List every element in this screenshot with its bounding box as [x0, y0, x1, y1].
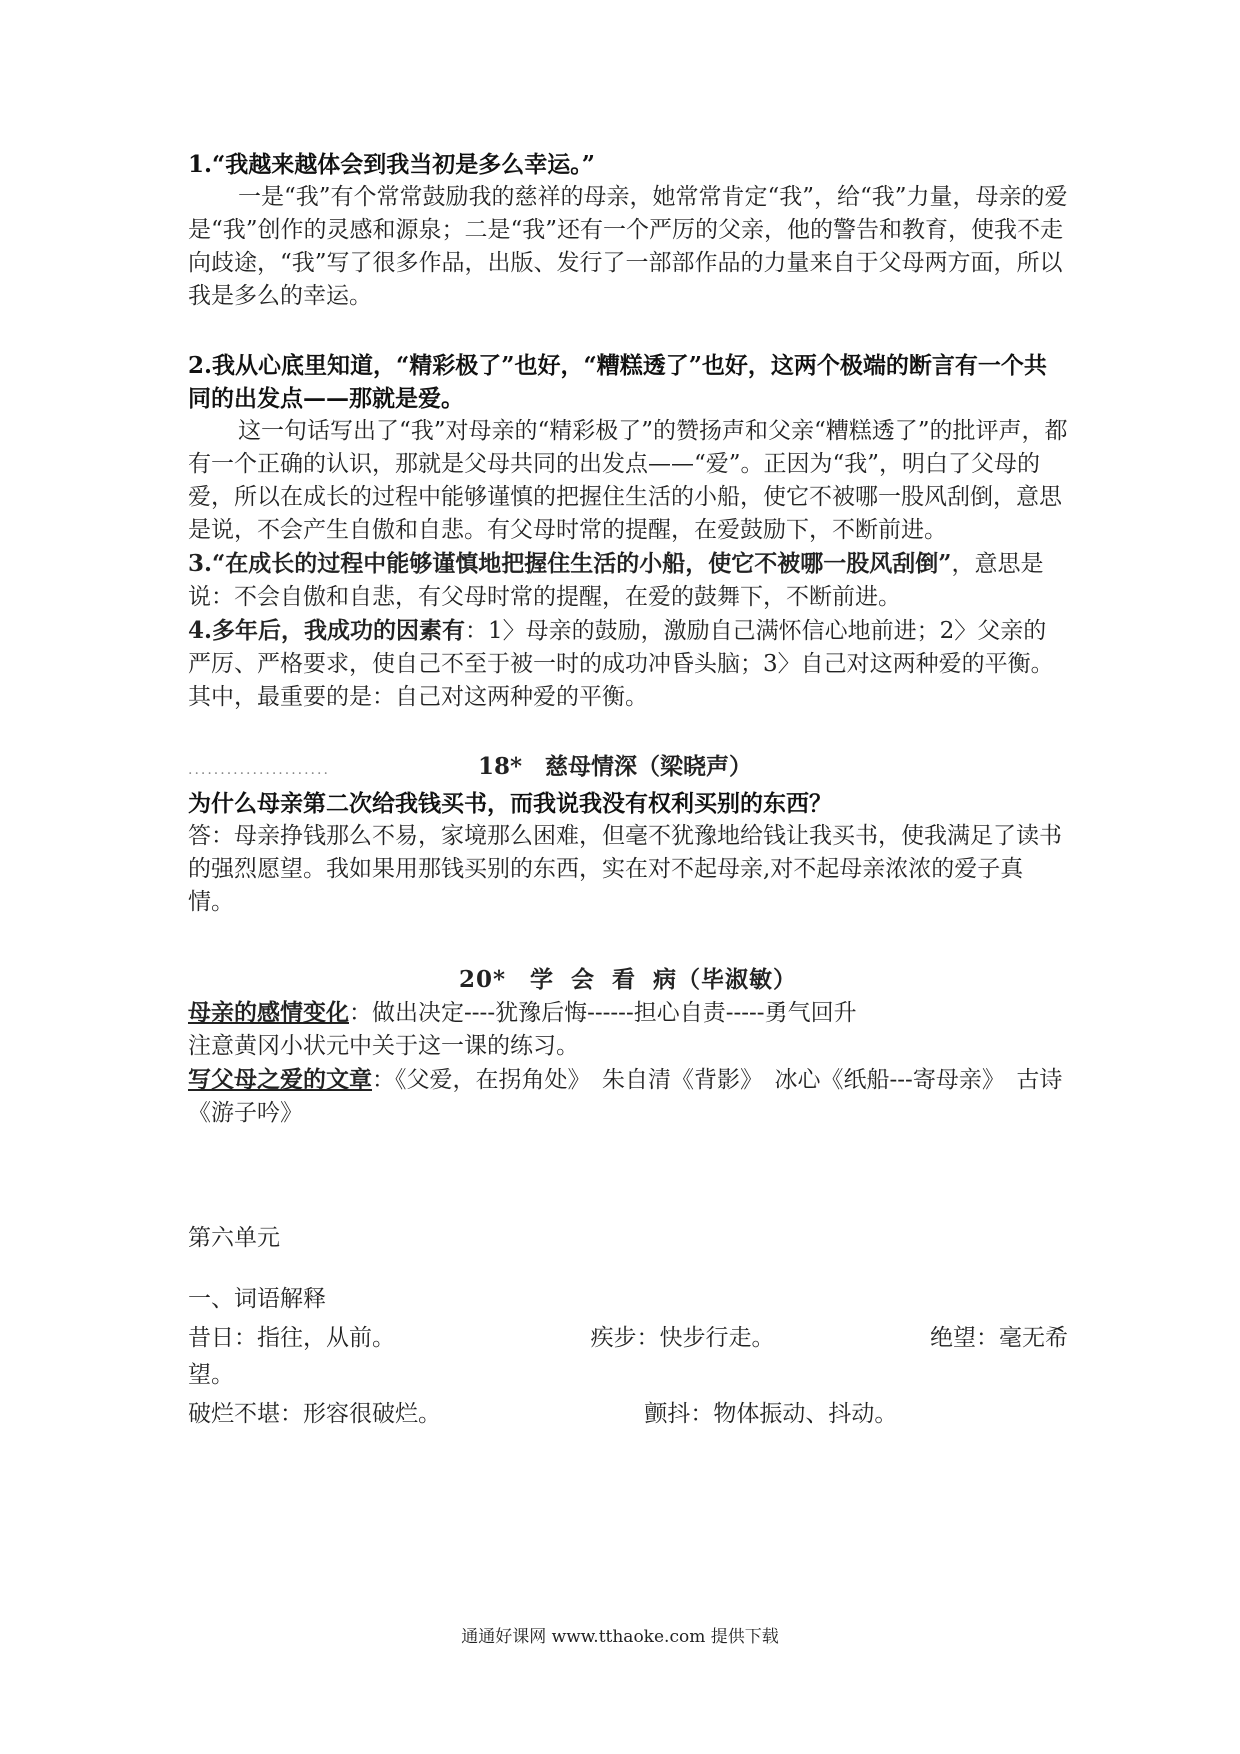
item2-heading: 2.我从心底里知道，“精彩极了”也好，“糟糕透了”也好，这两个极端的断言有一个共同的出发点——那就是爱。 [188, 352, 1047, 412]
section18-question: 为什么母亲第二次给我钱买书，而我说我没有权利买别的东西？ [188, 790, 832, 817]
page-footer: 通通好课网 www.tthaoke.com 提供下载 [461, 1627, 779, 1647]
document-content [188, 148, 1068, 1431]
section18-answer: 答：母亲挣钱那么不易，家境那么困难，但毫不犹豫地给钱让我买书，使我满足了读书的强烈愿望。我如果用那钱买别的东西，实在对不起母亲,对不起母亲浓浓的爱子真情。 [188, 823, 1062, 915]
item1-body: 一是“我”有个常常鼓励我的慈祥的母亲，她常常肯定“我”，给“我”力量，母亲的爱是“我”创作的灵感和源泉；二是“我”还有一个严厉的父亲，他的警告和教育，使我不走向歧途，“我”写了很多作品，出版、发行了一部部作品的力量来自于父母两方面，所以我是多么的幸运。 [188, 184, 1068, 309]
item3-body: ，意思是说：不会自傲和自悲，有父母时常的提醒，在爱的鼓舞下，不断前进。 [188, 551, 1044, 610]
section20-articles [188, 1063, 1068, 1130]
item2-body: 这一句话写出了“我”对母亲的“精彩极了”的赞扬声和父亲“糟糕透了”的批评声，都有一个正确的认识，那就是父母共同的出发点——“爱”。正因为“我”，明白了父母的爱，所以在成长的过程中能够谨慎的把握住生活的小船，使它不被哪一股风刮倒，意思是说，不会产生自傲和自悲。有父母时常的提醒，在爱鼓励下，不断前进。 [188, 418, 1068, 543]
section20-feelings [188, 996, 1068, 1030]
vocab-row-1 [188, 1322, 1068, 1355]
vocab-chandou: 颤抖：物体振动、抖动。 [644, 1401, 898, 1427]
section20-title: 20* 学 会 看 病（毕淑敏） [458, 966, 798, 993]
item3-heading: 3.“在成长的过程中能够谨慎地把握住生活的小船，使它不被哪一股风刮倒” [188, 550, 952, 577]
item4 [188, 614, 1068, 714]
unit6-subtitle: 一、词语解释 [188, 1286, 326, 1312]
section18-title: 18* 慈母情深（梁晓声） [478, 753, 753, 780]
section20-label-articles: 写父母之爱的文章 [188, 1066, 372, 1093]
vocab-juewang: 绝望：毫无希 [930, 1325, 1068, 1351]
section18-header [188, 750, 1068, 787]
unit6-title: 第六单元 [188, 1225, 280, 1251]
section20-note: 注意黄冈小状元中关于这一课的练习。 [188, 1033, 579, 1059]
section20-articles-text: ：《父爱，在拐角处》 朱自清《背影》 冰心《纸船---寄母亲》 古诗《游子吟》 [188, 1067, 1063, 1126]
item3 [188, 547, 1068, 614]
vocab-row-1-cont: 望。 [188, 1362, 234, 1388]
vocab-row-2 [188, 1398, 1068, 1431]
section20-feelings-text: ：做出决定----犹豫后悔------担心自责-----勇气回升 [349, 1000, 857, 1026]
item1-heading: 1.“我越来越体会到我当初是多么幸运。” [188, 151, 595, 178]
item4-body: ：1〉母亲的鼓励，激励自己满怀信心地前进；2〉父亲的严厉、严格要求，使自己不至于被一时的成功冲昏头脑；3〉自己对这两种爱的平衡。其中，最重要的是：自己对这两种爱的平衡。 [188, 618, 1054, 710]
vocab-jibu: 疾步：快步行走。 [590, 1325, 775, 1351]
vocab-polanbukan: 破烂不堪：形容很破烂。 [188, 1401, 441, 1427]
item4-heading: 4.多年后，我成功的因素有 [188, 617, 466, 644]
leader-dots: ...................... [188, 762, 330, 778]
vocab-xiri: 昔日：指往，从前。 [188, 1325, 395, 1351]
section20-label-feelings: 母亲的感情变化 [188, 999, 349, 1026]
